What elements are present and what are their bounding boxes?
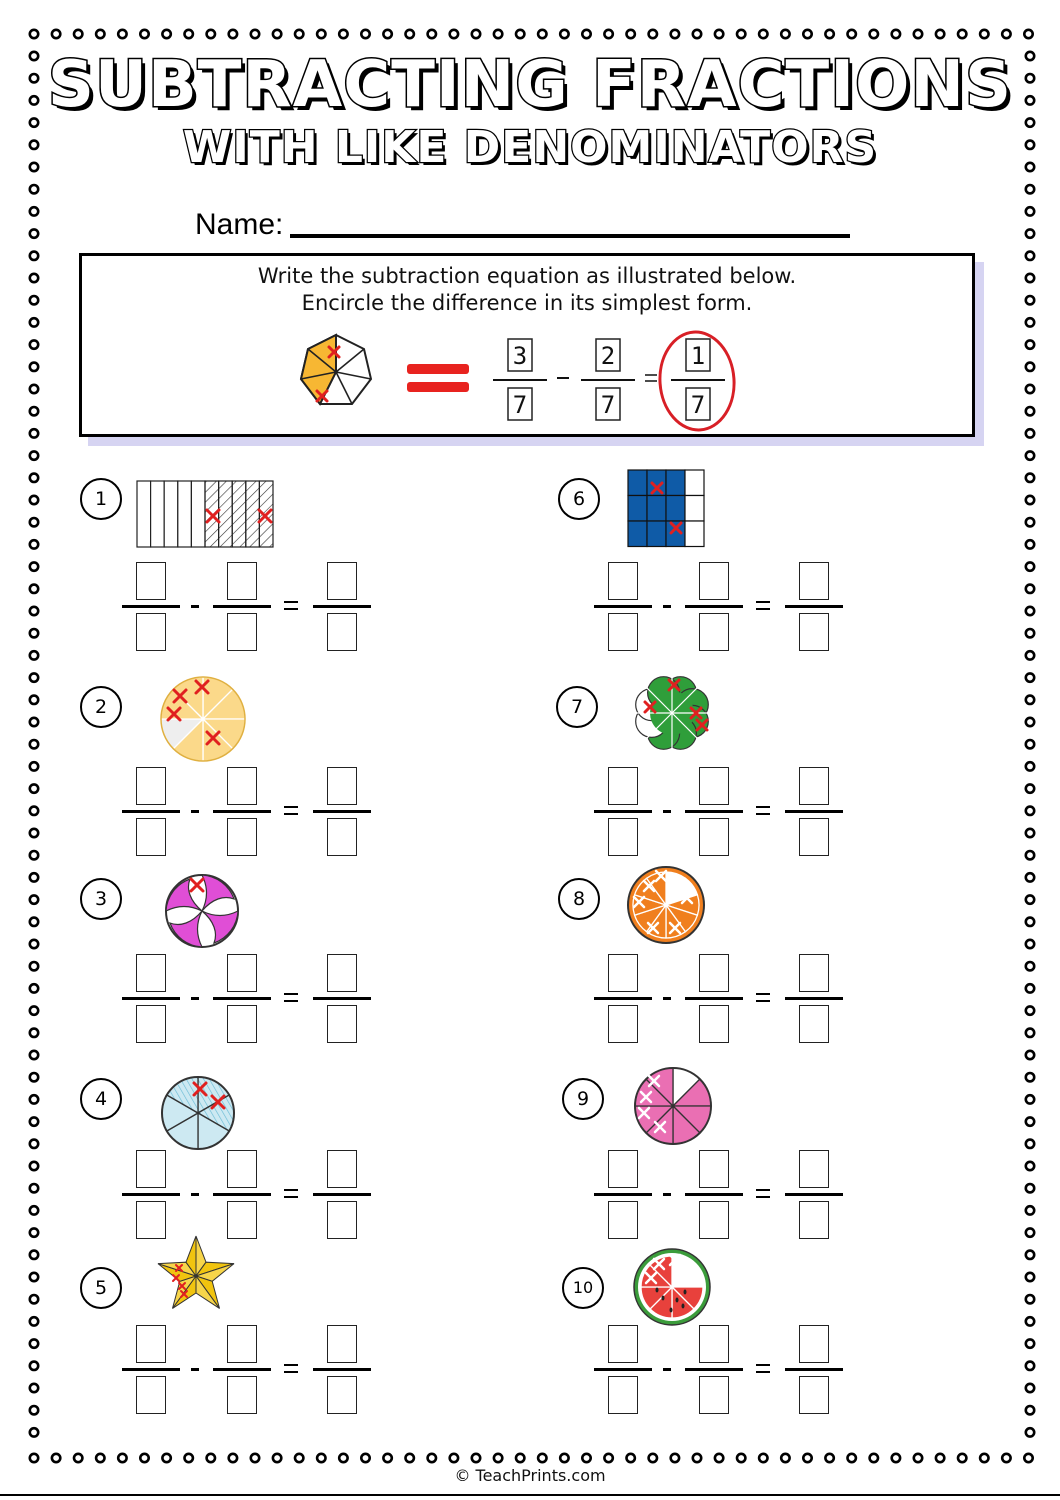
answer-denominator-box[interactable]	[799, 1376, 829, 1414]
answer-equation	[594, 952, 854, 1047]
problem-number: 8	[558, 878, 600, 920]
footer-copyright: © TeachPrints.com	[454, 1466, 606, 1485]
fraction-bar	[785, 997, 843, 1000]
answer-denominator-box[interactable]	[327, 1376, 357, 1414]
yellow-pie-icon	[160, 676, 246, 762]
answer-denominator-box[interactable]	[327, 1201, 357, 1239]
fraction-bar	[685, 810, 743, 813]
second-denominator-box[interactable]	[699, 1201, 729, 1239]
answer-equation	[122, 765, 382, 860]
problem-number: 9	[562, 1078, 604, 1120]
answer-numerator-box[interactable]	[799, 954, 829, 992]
second-numerator-box[interactable]	[699, 767, 729, 805]
example-difference-numerator: 1	[690, 342, 706, 370]
problem-number: 5	[80, 1267, 122, 1309]
equals-sign-top	[756, 1364, 770, 1366]
orange-slice-icon	[627, 866, 705, 944]
problem-number: 6	[558, 478, 600, 520]
worksheet-title: SUBTRACTING FRACTIONS	[47, 48, 1013, 122]
instruction-line-1: Write the subtraction equation as illustrated below.	[257, 264, 797, 288]
answer-numerator-box[interactable]	[327, 954, 357, 992]
pink-pie-icon	[634, 1067, 712, 1145]
second-denominator-box[interactable]	[227, 1005, 257, 1043]
answer-numerator-box[interactable]	[327, 1325, 357, 1363]
answer-denominator-box[interactable]	[327, 1005, 357, 1043]
answer-equation	[594, 1323, 854, 1418]
example-subtrahend-denominator: 7	[600, 391, 616, 419]
fraction-bar	[213, 1193, 271, 1196]
first-numerator-box[interactable]	[136, 562, 166, 600]
first-numerator-box[interactable]	[136, 1325, 166, 1363]
fraction-bar	[785, 810, 843, 813]
first-denominator-box[interactable]	[608, 1005, 638, 1043]
problem-number: 1	[80, 478, 122, 520]
minus-sign	[191, 1193, 199, 1196]
fraction-bar	[122, 810, 180, 813]
second-numerator-box[interactable]	[227, 1150, 257, 1188]
first-denominator-box[interactable]	[136, 1201, 166, 1239]
second-numerator-box[interactable]	[699, 1150, 729, 1188]
problem-number: 10	[562, 1267, 604, 1309]
fraction-bar	[685, 1193, 743, 1196]
minus-sign	[191, 1368, 199, 1371]
fraction-bar	[594, 1193, 652, 1196]
equals-sign-bottom	[284, 608, 298, 610]
fraction-bar	[685, 997, 743, 1000]
second-denominator-box[interactable]	[699, 1005, 729, 1043]
fraction-bar	[313, 605, 371, 608]
first-denominator-box[interactable]	[136, 1005, 166, 1043]
fraction-bar	[122, 1368, 180, 1371]
example-minuend-denominator: 7	[512, 391, 528, 419]
answer-denominator-box[interactable]	[799, 1005, 829, 1043]
answer-numerator-box[interactable]	[799, 767, 829, 805]
example-minuend-numerator: 3	[512, 342, 528, 370]
first-denominator-box[interactable]	[608, 613, 638, 651]
second-numerator-box[interactable]	[699, 954, 729, 992]
first-denominator-box[interactable]	[136, 818, 166, 856]
first-numerator-box[interactable]	[608, 1325, 638, 1363]
problem-number: 2	[80, 686, 122, 728]
fraction-bar	[313, 810, 371, 813]
fraction-bar	[122, 605, 180, 608]
green-flower-icon	[632, 673, 712, 753]
second-denominator-box[interactable]	[699, 818, 729, 856]
equals-sign-bottom	[756, 813, 770, 815]
second-denominator-box[interactable]	[227, 1376, 257, 1414]
fraction-bar	[594, 605, 652, 608]
fraction-bar	[313, 1193, 371, 1196]
answer-numerator-box[interactable]	[799, 562, 829, 600]
second-numerator-box[interactable]	[227, 1325, 257, 1363]
answer-denominator-box[interactable]	[799, 613, 829, 651]
fraction-bar	[213, 605, 271, 608]
blue-grid-icon	[628, 470, 706, 548]
example-equation	[0, 0, 1060, 460]
first-denominator-box[interactable]	[136, 1376, 166, 1414]
minus-sign	[191, 810, 199, 813]
answer-equation	[594, 765, 854, 860]
example-heptagon-icon	[301, 335, 371, 404]
equals-sign-top	[284, 993, 298, 995]
name-label: Name:	[195, 208, 284, 241]
first-denominator-box[interactable]	[608, 1201, 638, 1239]
fraction-bar	[594, 1368, 652, 1371]
equals-sign-bottom	[284, 1371, 298, 1373]
equals-sign-bottom	[756, 1371, 770, 1373]
second-numerator-box[interactable]	[699, 562, 729, 600]
fraction-bar	[785, 605, 843, 608]
answer-denominator-box[interactable]	[327, 818, 357, 856]
answer-equation	[594, 560, 854, 655]
problem-number: 7	[556, 686, 598, 728]
fraction-bar	[594, 997, 652, 1000]
fraction-bar	[313, 1368, 371, 1371]
equals-sign-bottom	[756, 608, 770, 610]
fraction-bar	[213, 997, 271, 1000]
answer-denominator-box[interactable]	[799, 818, 829, 856]
equals-sign-top	[284, 806, 298, 808]
watermelon-icon	[633, 1248, 711, 1326]
minus-sign	[663, 810, 671, 813]
first-numerator-box[interactable]	[608, 767, 638, 805]
first-numerator-box[interactable]	[136, 954, 166, 992]
equals-sign-bottom	[284, 1000, 298, 1002]
fraction-bar	[213, 1368, 271, 1371]
second-denominator-box[interactable]	[227, 1201, 257, 1239]
minus-sign	[663, 1193, 671, 1196]
star-icon	[154, 1238, 238, 1314]
candy-swirl-icon	[164, 873, 240, 949]
problem-number: 3	[80, 878, 122, 920]
first-numerator-box[interactable]	[136, 1150, 166, 1188]
answer-equation	[122, 952, 382, 1047]
answer-equation	[122, 1323, 382, 1418]
equals-sign-top	[756, 1189, 770, 1191]
first-denominator-box[interactable]	[608, 1376, 638, 1414]
first-denominator-box[interactable]	[608, 818, 638, 856]
first-numerator-box[interactable]	[136, 767, 166, 805]
blue-striped-circle-icon	[161, 1076, 235, 1150]
equals-sign-top	[756, 993, 770, 995]
equals-sign-top	[756, 806, 770, 808]
answer-numerator-box[interactable]	[799, 1325, 829, 1363]
fraction-bar	[785, 1193, 843, 1196]
answer-equation	[122, 1148, 382, 1243]
answer-numerator-box[interactable]	[799, 1150, 829, 1188]
fraction-bar	[122, 997, 180, 1000]
first-numerator-box[interactable]	[608, 954, 638, 992]
fraction-bar	[685, 1368, 743, 1371]
answer-numerator-box[interactable]	[327, 1150, 357, 1188]
problem-number: 4	[80, 1078, 122, 1120]
first-numerator-box[interactable]	[608, 1150, 638, 1188]
striped-bars-icon	[137, 481, 275, 549]
equals-sign-top	[284, 1189, 298, 1191]
answer-denominator-box[interactable]	[327, 613, 357, 651]
fraction-bar	[594, 810, 652, 813]
answer-equation	[594, 1148, 854, 1243]
second-denominator-box[interactable]	[227, 818, 257, 856]
bottom-rule	[0, 1494, 1060, 1496]
example-equals-sign	[407, 364, 469, 392]
first-numerator-box[interactable]	[608, 562, 638, 600]
instruction-line-2: Encircle the difference in its simplest form.	[301, 291, 753, 315]
equals-sign-top	[284, 1364, 298, 1366]
answer-numerator-box[interactable]	[327, 767, 357, 805]
second-denominator-box[interactable]	[699, 613, 729, 651]
fraction-bar	[685, 605, 743, 608]
fraction-bar	[213, 810, 271, 813]
minus-sign	[663, 1368, 671, 1371]
second-numerator-box[interactable]	[699, 1325, 729, 1363]
equals-sign-top	[284, 601, 298, 603]
answer-denominator-box[interactable]	[799, 1201, 829, 1239]
fraction-bar	[785, 1368, 843, 1371]
answer-numerator-box[interactable]	[327, 562, 357, 600]
second-numerator-box[interactable]	[227, 767, 257, 805]
example-difference-denominator: 7	[690, 391, 706, 419]
fraction-bar	[313, 997, 371, 1000]
equals-sign-bottom	[756, 1000, 770, 1002]
second-denominator-box[interactable]	[227, 613, 257, 651]
worksheet-subtitle: WITH LIKE DENOMINATORS	[182, 122, 878, 173]
second-numerator-box[interactable]	[227, 562, 257, 600]
minus-sign	[663, 997, 671, 1000]
minus-sign	[191, 997, 199, 1000]
fraction-bar	[122, 1193, 180, 1196]
second-denominator-box[interactable]	[699, 1376, 729, 1414]
minus-sign	[191, 605, 199, 608]
answer-equation	[122, 560, 382, 655]
second-numerator-box[interactable]	[227, 954, 257, 992]
first-denominator-box[interactable]	[136, 613, 166, 651]
minus-sign	[663, 605, 671, 608]
equals-sign-bottom	[756, 1196, 770, 1198]
equals-sign-top	[756, 601, 770, 603]
equals-sign-bottom	[284, 813, 298, 815]
equals-sign-bottom	[284, 1196, 298, 1198]
example-subtrahend-numerator: 2	[600, 342, 616, 370]
